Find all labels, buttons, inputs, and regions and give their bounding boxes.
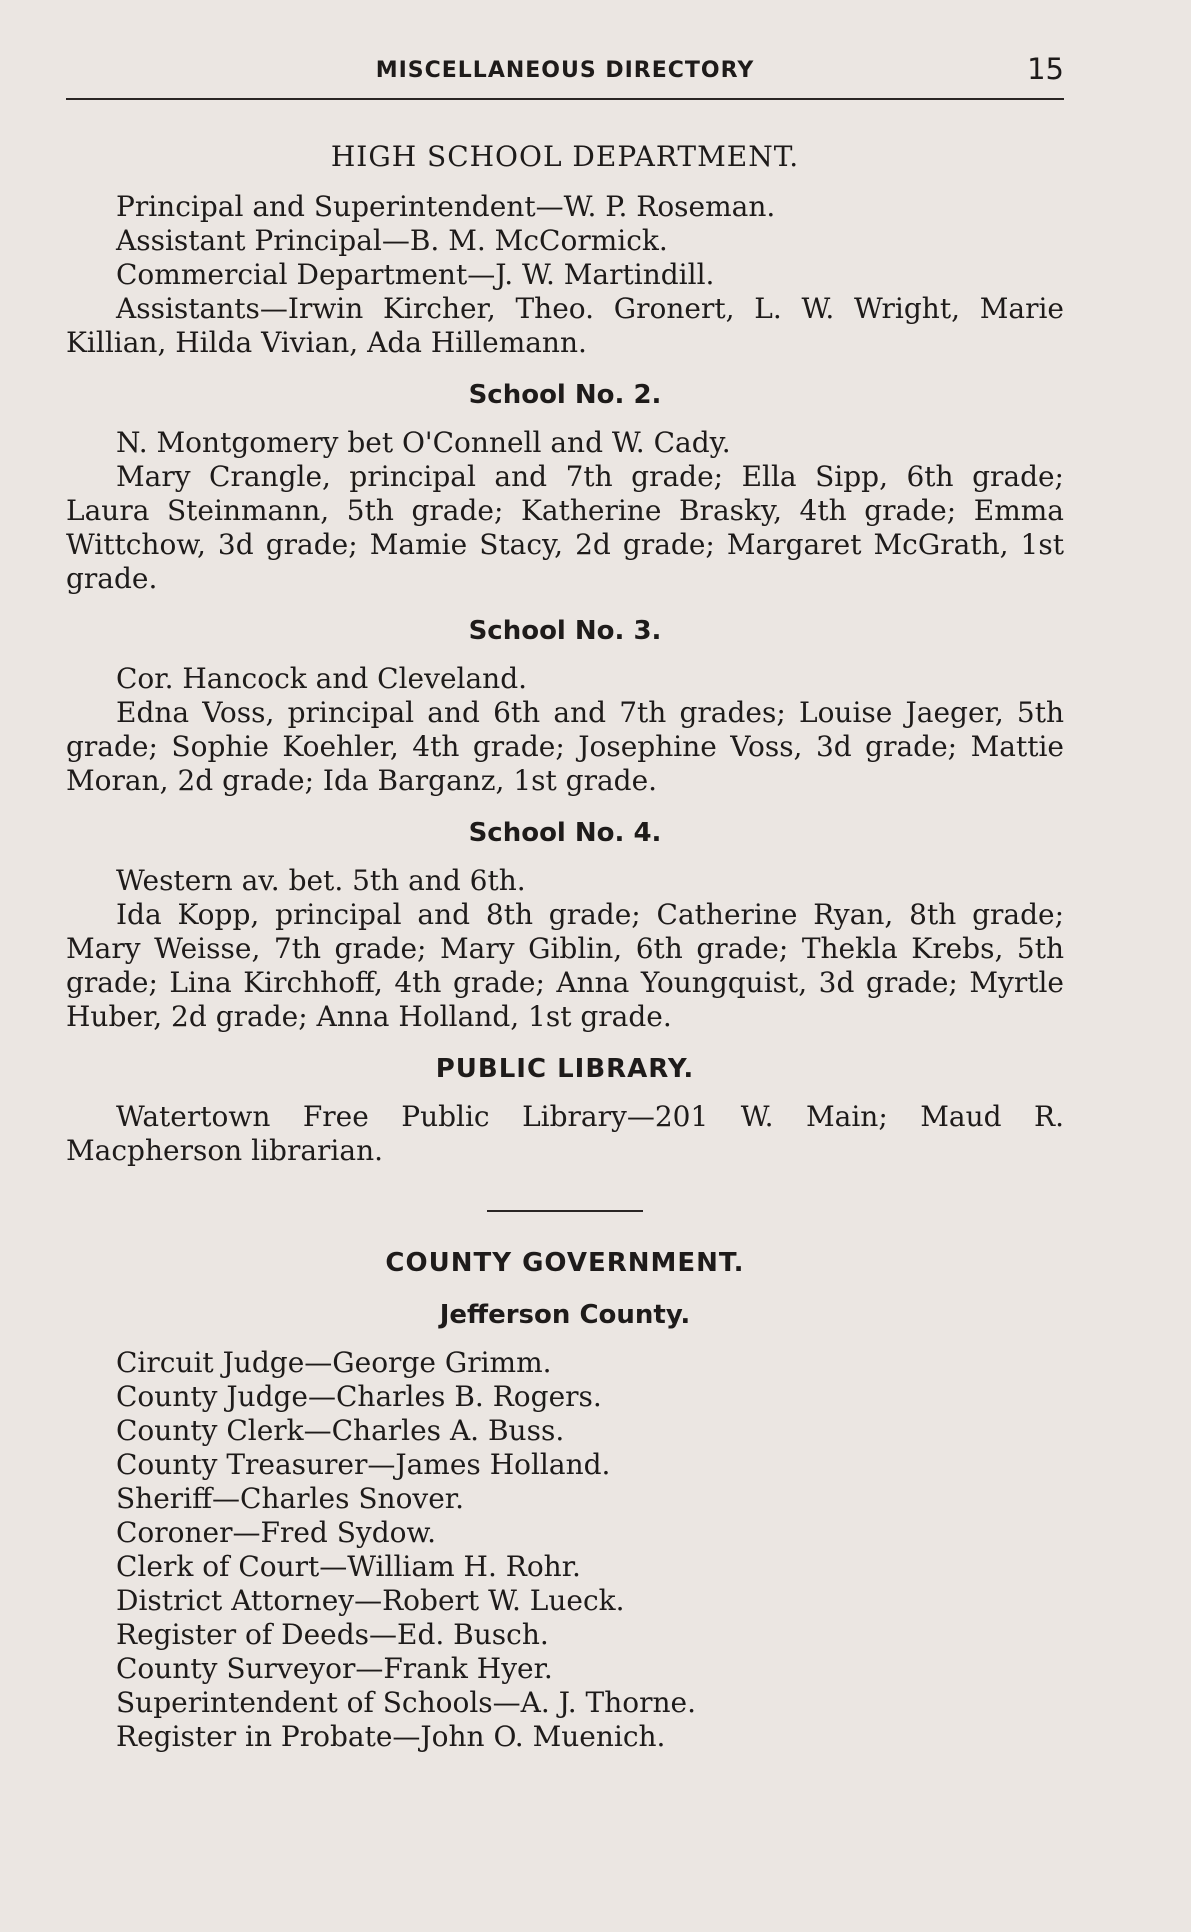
school-2-heading: School No. 2.: [468, 380, 662, 410]
high-school-heading: HIGH SCHOOL DEPARTMENT.: [330, 140, 800, 173]
school-3-heading: School No. 3.: [468, 616, 662, 646]
public-library-entry: Watertown Free Public Library—201 W. Main; Maud R. Macpherson librarian.: [66, 1100, 1064, 1167]
page-number: 15: [1027, 52, 1064, 86]
running-head: [66, 52, 1064, 92]
county-government-section: [66, 1246, 1064, 1754]
commercial-department-line: Commercial Department—J. W. Martindill.: [116, 258, 715, 291]
public-library-heading: PUBLIC LIBRARY.: [435, 1054, 695, 1084]
county-subheading: Jefferson County.: [439, 1300, 691, 1330]
public-library-section: [66, 1052, 1064, 1168]
official-sheriff: Sheriff—Charles Snover.: [116, 1482, 465, 1515]
official-superintendent-of-schools: Superintendent of Schools—A. J. Thorne.: [116, 1686, 697, 1719]
official-county-treasurer: County Treasurer—James Holland.: [116, 1448, 611, 1481]
school-2-location: N. Montgomery bet O'Connell and W. Cady.: [116, 426, 731, 459]
official-coroner: Coroner—Fred Sydow.: [116, 1516, 437, 1549]
school-4-heading: School No. 4.: [468, 818, 662, 848]
section-divider: [487, 1210, 643, 1212]
principal-line: Principal and Superintendent—W. P. Roseman.: [116, 190, 776, 223]
county-officials-list: [66, 1346, 1064, 1754]
assistant-principal-line: Assistant Principal—B. M. McCormick.: [116, 224, 668, 257]
school-2-section: [66, 378, 1064, 596]
high-school-section: [66, 140, 1064, 360]
page-content: [66, 140, 1064, 1754]
school-3-staff: Edna Voss, principal and 6th and 7th grades; Louise Jaeger, 5th grade; Sophie Koehler, 4th grade; Josephine Voss, 3d grade; Mattie Moran, 2d grade; Ida Barganz, 1st grade.: [66, 696, 1064, 797]
official-county-surveyor: County Surveyor—Frank Hyer.: [116, 1652, 553, 1685]
assistants-paragraph: Assistants—Irwin Kircher, Theo. Gronert, L. W. Wright, Marie Killian, Hilda Vivian, Ada Hillemann.: [66, 292, 1064, 359]
official-clerk-of-court: Clerk of Court—William H. Rohr.: [116, 1550, 581, 1583]
school-4-staff: Ida Kopp, principal and 8th grade; Catherine Ryan, 8th grade; Mary Weisse, 7th grade; Mary Giblin, 6th grade; Thekla Krebs, 5th grade; Lina Kirchhoff, 4th grade; Anna Youngquist, 3d grade; Myrtle Huber, 2d grade; Anna Holland, 1st grade.: [66, 898, 1064, 1033]
school-3-location: Cor. Hancock and Cleveland.: [116, 662, 528, 695]
official-county-clerk: County Clerk—Charles A. Buss.: [116, 1414, 565, 1447]
school-4-section: [66, 816, 1064, 1034]
school-3-section: [66, 614, 1064, 798]
school-4-location: Western av. bet. 5th and 6th.: [116, 864, 526, 897]
official-register-in-probate: Register in Probate—John O. Muenich.: [116, 1720, 666, 1753]
official-circuit-judge: Circuit Judge—George Grimm.: [116, 1346, 552, 1379]
official-county-judge: County Judge—Charles B. Rogers.: [116, 1380, 602, 1413]
header-rule: [66, 98, 1064, 100]
official-register-of-deeds: Register of Deeds—Ed. Busch.: [116, 1618, 549, 1651]
running-title: MISCELLANEOUS DIRECTORY: [375, 58, 755, 83]
school-2-staff: Mary Crangle, principal and 7th grade; Ella Sipp, 6th grade; Laura Steinmann, 5th grade; Katherine Brasky, 4th grade; Emma Wittchow, 3d grade; Mamie Stacy, 2d grade; Margaret McGrath, 1st grade.: [66, 460, 1064, 595]
official-district-attorney: District Attorney—Robert W. Lueck.: [116, 1584, 625, 1617]
county-government-heading: COUNTY GOVERNMENT.: [385, 1248, 745, 1278]
